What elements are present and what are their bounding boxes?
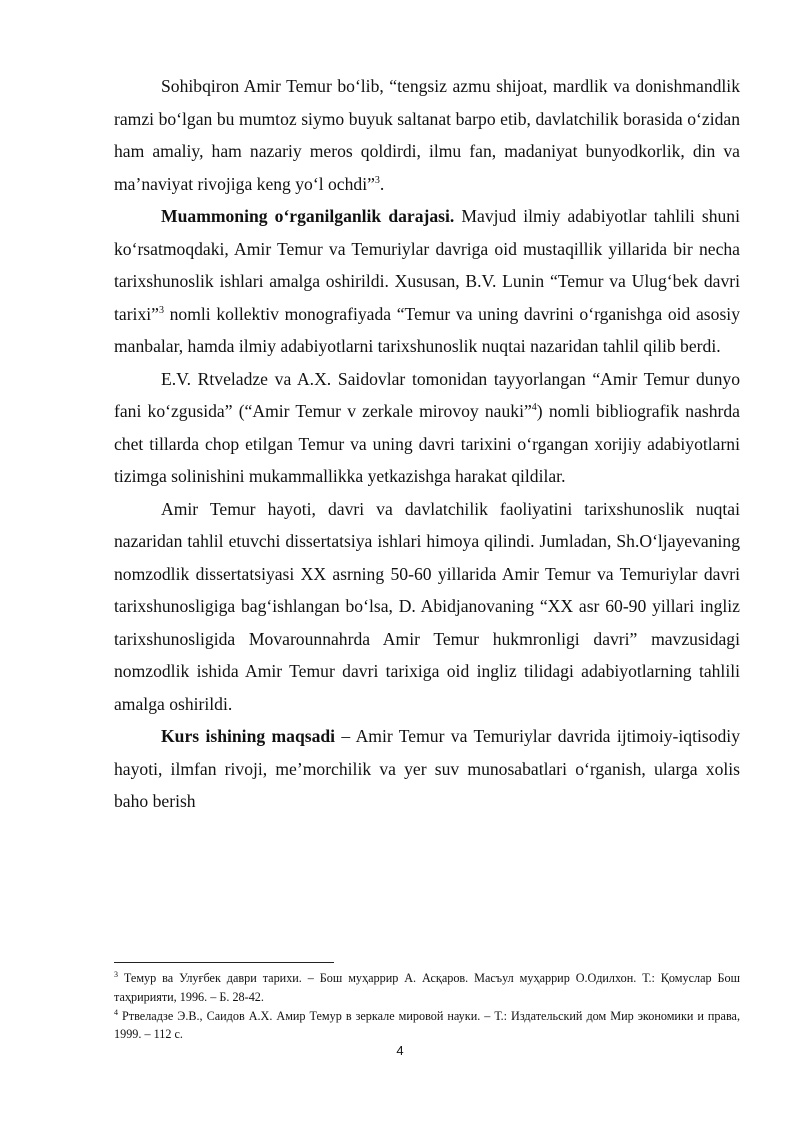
paragraph-intro: [114, 70, 740, 200]
paragraph-dissertations: [114, 493, 740, 721]
paragraph-intro-text: Sohibqiron Amir Temur bo‘lib, “tengsiz azmu shijoat, mardlik va donishmandlik ramzi bo‘lgan bu mumtoz siymo buyuk saltanat barpo etib, davlatchilik borasida o‘zidan ham amaliy, ham nazariy meros qoldirdi, ilmu fan, madaniyat bunyodkorlik, din va ma’naviyat rivojiga keng yo‘l ochdi”: [114, 76, 740, 194]
paragraph-research-level: [114, 200, 740, 363]
main-text: [114, 70, 740, 818]
paragraph-goal-text: – Amir Temur va Temuriylar davrida ijtimoiy-iqtisodiy hayoti, ilmfan rivoji, me’morchilik va yer suv munosabatlari o‘rganish, ularga xolis baho berish: [114, 726, 740, 811]
footnote-text: Ртвеладзе Э.В., Саидов А.Х. Амир Темур в зеркале мировой науки. – Т.: Издательский дом Мир экономики и права, 1999. – 112 с.: [114, 1008, 740, 1042]
paragraph-bibliography: [114, 363, 740, 493]
page-number: 4: [396, 1043, 404, 1058]
footnote-mark: 3: [114, 969, 118, 979]
footnotes: [114, 962, 740, 1044]
footnote-text: Темур ва Улуғбек даври тарихи. – Бош муҳаррир А. Асқаров. Масъул муҳаррир О.Одилхон. Т.: Қомуслар Бош таҳририяти, 1996. – Б. 28-42.: [114, 971, 740, 1004]
section-heading-goal: Kurs ishining maqsadi: [161, 726, 336, 746]
footnote-item: [114, 1007, 740, 1045]
paragraph-research-level-text-a: Mavjud ilmiy adabiyotlar tahlili shuni ko‘rsatmoqdaki, Amir Temur va Temuriylar davriga oid mustaqillik yillarida bir necha tarixshunoslik ishlari amalga oshirildi. Xususan, B.V. Lunin “Temur va Ulug‘bek davri tarixi”: [114, 206, 740, 324]
paragraph-bibliography-text-b: ) nomli bibliografik nashrda chet tillarda chop etilgan Temur va uning davri tarixini o‘rgangan xorijiy adabiyotlarni tizimga solinishini mukammallikka yetkazishga harakat qildilar.: [114, 401, 740, 486]
paragraph-dissertations-text: Amir Temur hayoti, davri va davlatchilik faoliyatini tarixshunoslik nuqtai nazaridan tahlil etuvchi dissertatsiya ishlari himoya qilindi. Jumladan, Sh.O‘ljayevaning nomzodlik dissertatsiyasi XX asrning 50-60 yillarida Amir Temur va Temuriylar davri tarixshunosligiga bag‘ishlangan bo‘lsa, D. Abidjanovaning “XX asr 60-90 yillari ingliz tarixshunosligida Movarounnahrda Amir Temur hukmronligi davri” mavzusidagi nomzodlik ishida Amir Temur davri tarixiga oid ingliz tilidagi adabiyotlarning tahlili amalga oshirildi.: [114, 498, 740, 714]
paragraph-intro-end: .: [379, 173, 385, 194]
footnote-ref: 4: [531, 402, 537, 414]
paragraph-goal: [114, 720, 740, 818]
footnote-mark: 4: [114, 1007, 118, 1017]
paragraph-research-level-text-b: nomli kollektiv monografiyada “Temur va uning davrini o‘rganishga oid asosiy manbalar, hamda ilmiy adabiyotlarni tarixshunoslik nuqtai nazaridan tahlil qilib berdi.: [114, 303, 740, 356]
footnote-item: [114, 969, 740, 1007]
footnote-divider: [114, 962, 334, 963]
section-heading-research-level: Muammoning o‘rganilganlik darajasi.: [161, 206, 455, 226]
paragraph-bibliography-text-a: E.V. Rtveladze va A.X. Saidovlar tomonidan tayyorlangan “Amir Temur dunyo fani ko‘zgusida” (“Amir Temur v zerkale mirovoy nauki”: [114, 368, 740, 421]
footnote-ref: 3: [374, 174, 380, 186]
footnote-ref: 3: [158, 304, 164, 316]
